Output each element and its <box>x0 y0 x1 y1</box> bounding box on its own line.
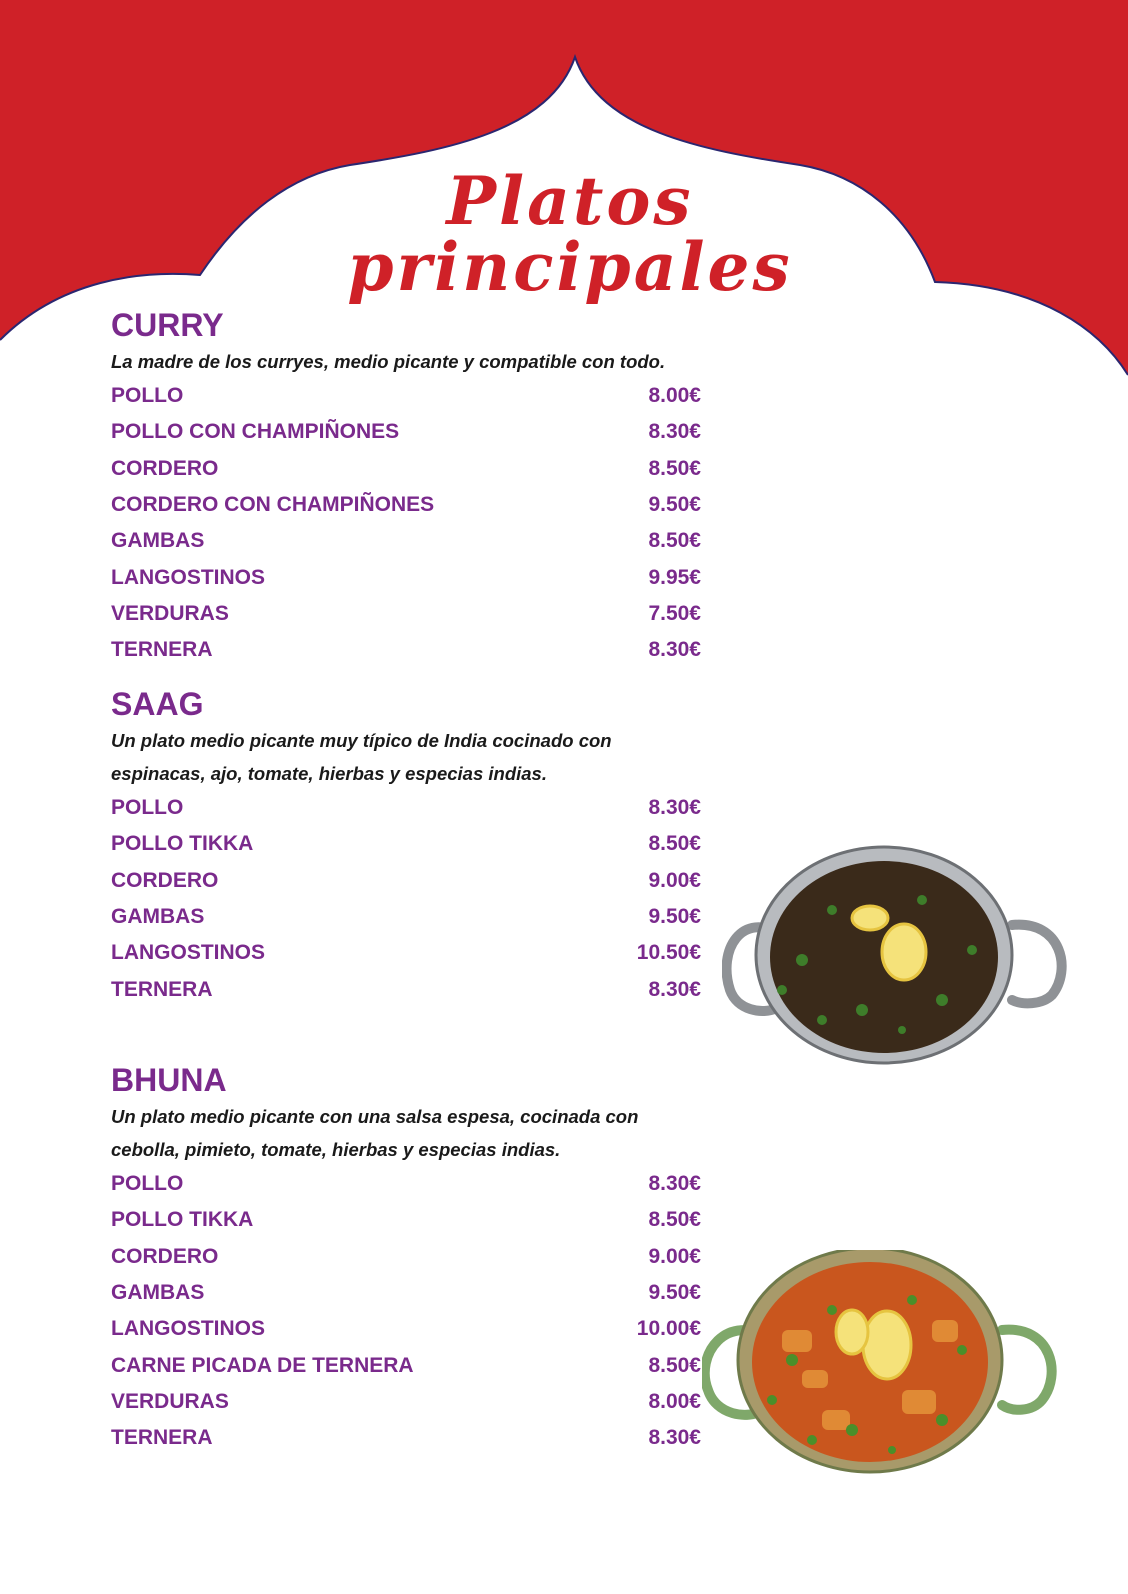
section-title: BHUNA <box>111 1062 227 1098</box>
dish-price: 8.50€ <box>648 456 701 480</box>
section-description: La madre de los curryes, medio picante y compatible con todo. <box>111 351 666 372</box>
dish-price: 8.50€ <box>648 1353 701 1377</box>
dish-list <box>111 790 701 1008</box>
dish-price: 9.50€ <box>648 493 701 517</box>
dish-price: 9.00€ <box>648 868 701 892</box>
dish-row <box>111 1347 701 1383</box>
dish-name: LANGOSTINOS <box>111 941 266 965</box>
dish-row <box>111 935 701 971</box>
dish-row <box>111 378 701 414</box>
dish-row <box>111 863 701 899</box>
dish-price: 8.00€ <box>648 1389 701 1413</box>
bowl-handle-right <box>1012 925 1062 1004</box>
dish-name: TERNERA <box>111 1426 213 1450</box>
dish-row <box>111 451 701 487</box>
dish-price: 9.50€ <box>648 905 701 929</box>
dish-name: GAMBAS <box>111 905 205 929</box>
dish-name: VERDURAS <box>111 1389 229 1413</box>
section-bhuna <box>111 1060 701 1456</box>
dish-price: 10.50€ <box>636 941 701 965</box>
dish-row <box>111 596 701 632</box>
dish-row <box>111 790 701 826</box>
section-description-line: espinacas, ajo, tomate, hierbas y especias indias. <box>111 763 547 784</box>
dish-row <box>111 1275 701 1311</box>
dish-price: 10.00€ <box>636 1317 701 1341</box>
section-description-line: Un plato medio picante muy típico de India cocinado con <box>111 730 612 751</box>
dish-price: 8.00€ <box>648 384 701 408</box>
dish-name: VERDURAS <box>111 601 229 625</box>
dish-price: 8.50€ <box>648 1208 701 1232</box>
section-title: SAAG <box>111 686 204 722</box>
dish-price: 8.50€ <box>648 832 701 856</box>
dish-name: GAMBAS <box>111 1281 205 1305</box>
dish-row <box>111 899 701 935</box>
dish-list <box>111 1166 701 1456</box>
dish-name: LANGOSTINOS <box>111 1317 266 1341</box>
section-title: CURRY <box>111 307 224 343</box>
section-description-line: Un plato medio picante con una salsa espesa, cocinada con <box>111 1106 639 1127</box>
dish-name: POLLO CON CHAMPIÑONES <box>111 420 400 444</box>
dish-row <box>111 1166 701 1202</box>
dish-price: 9.95€ <box>648 565 701 589</box>
dish-row <box>111 826 701 862</box>
dish-price: 8.50€ <box>648 529 701 553</box>
dish-row <box>111 1420 701 1456</box>
dish-name: GAMBAS <box>111 529 205 553</box>
dish-row <box>111 523 701 559</box>
bhuna-dish-photo <box>702 1250 1072 1500</box>
dish-row <box>111 414 701 450</box>
dish-name: POLLO TIKKA <box>111 832 254 856</box>
dish-row <box>111 559 701 595</box>
dish-row <box>111 487 701 523</box>
dish-price: 9.00€ <box>648 1244 701 1268</box>
dish-row <box>111 1384 701 1420</box>
dish-name: LANGOSTINOS <box>111 565 266 589</box>
dish-price: 7.50€ <box>648 601 701 625</box>
section-description-line: cebolla, pimieto, tomate, hierbas y especias indias. <box>111 1139 561 1160</box>
dish-name: CORDERO <box>111 868 219 892</box>
dish-price: 9.50€ <box>648 1281 701 1305</box>
page-title: Platos principales <box>347 162 793 306</box>
dish-name: TERNERA <box>111 977 213 1001</box>
dish-price: 8.30€ <box>648 638 701 662</box>
dish-list <box>111 378 701 668</box>
bowl-handle-right <box>1002 1330 1052 1410</box>
dish-name: POLLO TIKKA <box>111 1208 254 1232</box>
dish-row <box>111 1202 701 1238</box>
dish-price: 8.30€ <box>648 420 701 444</box>
dish-name: POLLO <box>111 796 184 820</box>
dish-name: CORDERO <box>111 456 219 480</box>
dish-price: 8.30€ <box>648 1426 701 1450</box>
section-curry <box>111 305 701 668</box>
saag-dish-photo <box>722 840 1082 1080</box>
section-saag <box>111 684 701 1008</box>
dish-price: 8.30€ <box>648 1172 701 1196</box>
dish-name: POLLO <box>111 1172 184 1196</box>
dish-row <box>111 1311 701 1347</box>
dish-price: 8.30€ <box>648 796 701 820</box>
dish-row <box>111 1239 701 1275</box>
dish-name: CORDERO <box>111 1244 219 1268</box>
dish-name: CORDERO CON CHAMPIÑONES <box>111 493 435 517</box>
dish-price: 8.30€ <box>648 977 701 1001</box>
dish-row <box>111 632 701 668</box>
dish-name: POLLO <box>111 384 184 408</box>
dish-name: TERNERA <box>111 638 213 662</box>
dish-row <box>111 971 701 1007</box>
dish-name: CARNE PICADA DE TERNERA <box>111 1353 414 1377</box>
